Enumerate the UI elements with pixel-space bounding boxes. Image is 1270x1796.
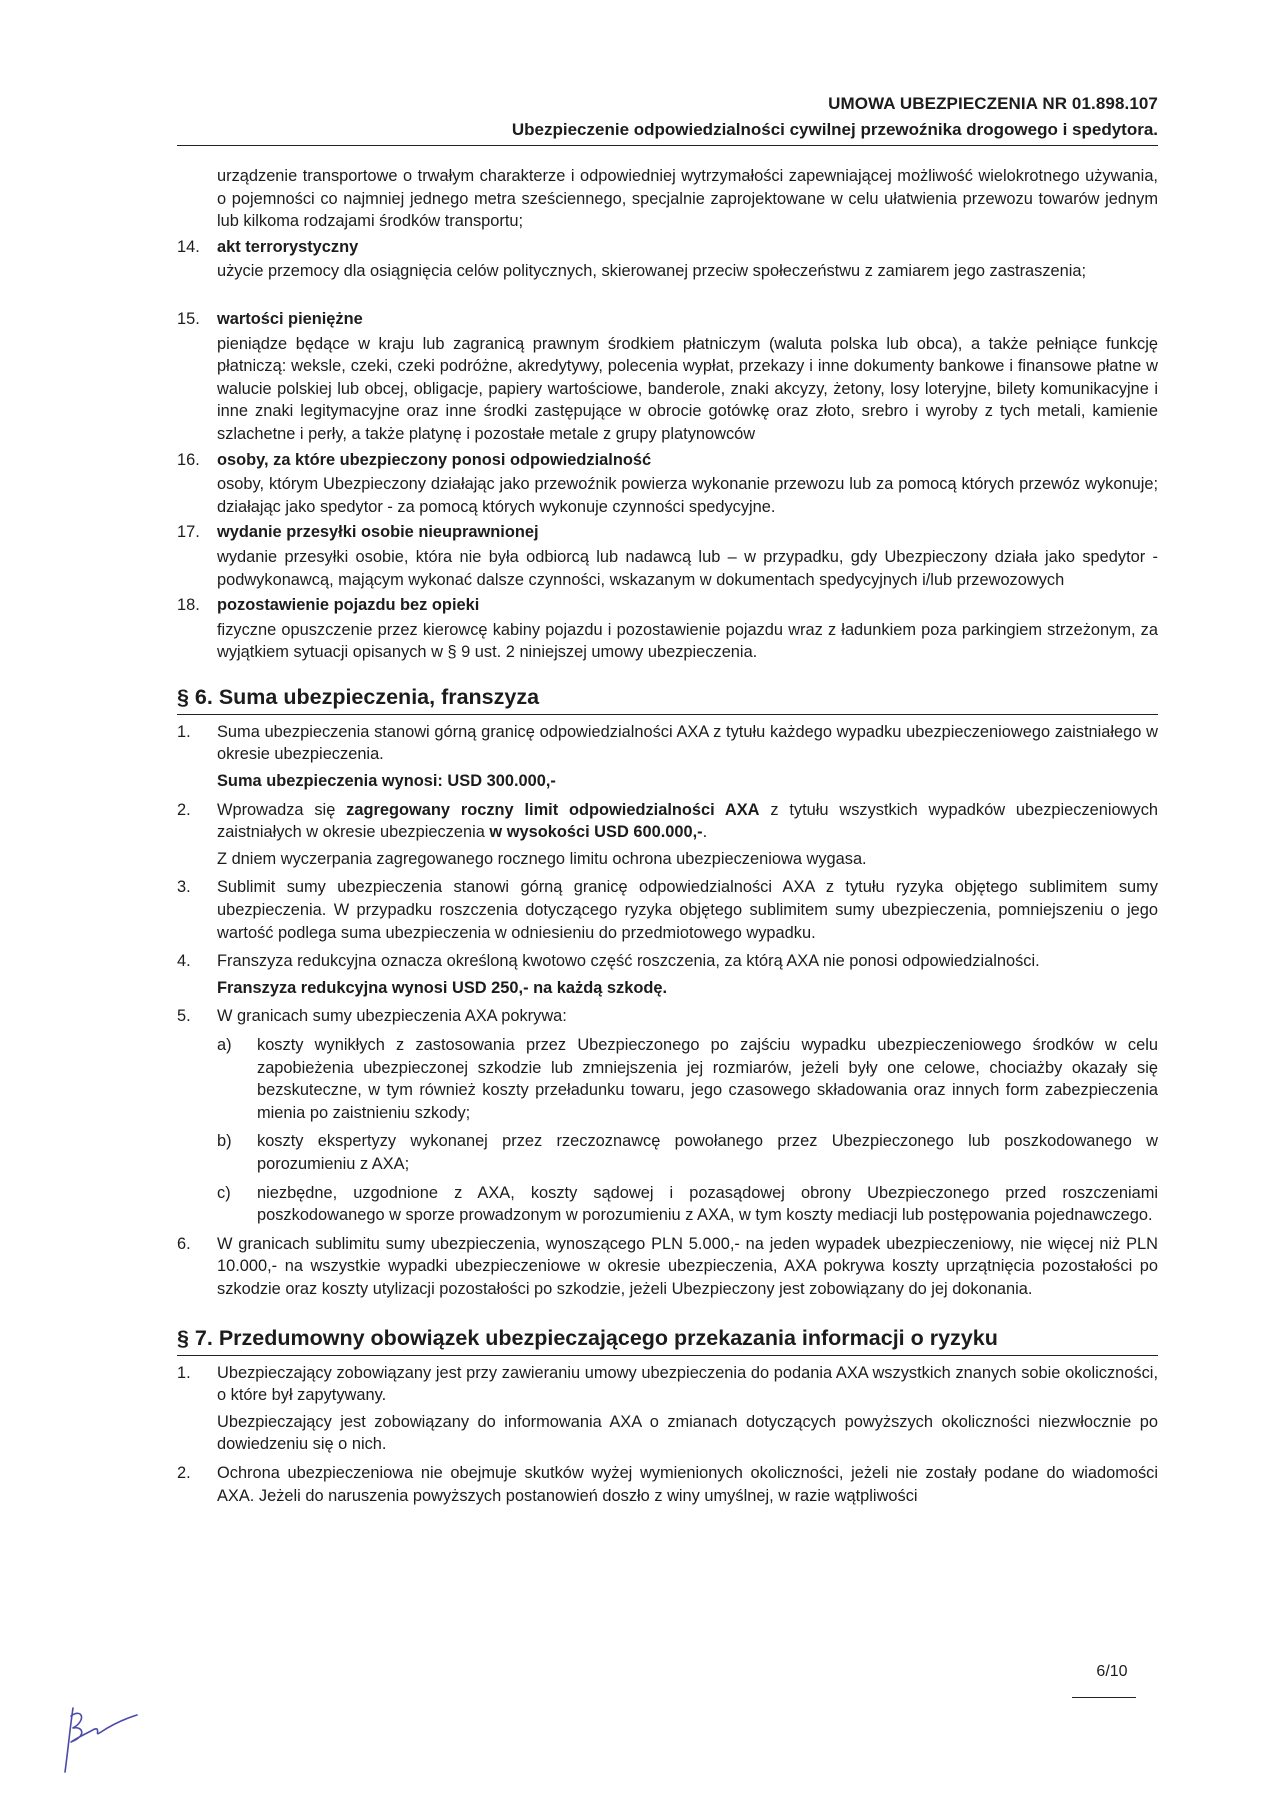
footer-divider	[1072, 1697, 1136, 1698]
item-text-part: z tytułu wszystkich wypadków ubezpieczeniowych zaistniałych w okresie ubezpieczenia	[217, 800, 1159, 842]
item-text: Sublimit sumy ubezpieczenia stanowi górną granicę odpowiedzialności AXA z tytułu ryzyka objętego sublimitem sumy ubezpieczenia. W przypadku roszczenia dotyczącego ryzyka objętego sublimitem sumy ubezpieczenia, pomniejszeniu o jego wartość podlega suma ubezpieczenia w odniesieniu do przedmiotowego wypadku.	[217, 878, 1158, 942]
item-text: Z dniem wyczerpania zagregowanego rocznego limitu ochrona ubezpieczeniowa wygasa.	[217, 849, 867, 868]
document-header	[258, 94, 1158, 140]
sub-item-c	[217, 1182, 1158, 1227]
item-text: Ochrona ubezpieczeniowa nie obejmuje skutków wyżej wymienionych okoliczności, jeżeli nie zostały podane do wiadomości AXA. Jeżeli do naruszenia powyższych postanowień doszło z winy umyślnej, w razie wątpliwości	[217, 1463, 1158, 1505]
section-7-item-1	[177, 1362, 1158, 1456]
section-6-item-1	[177, 721, 1158, 793]
sub-item-letter: c)	[217, 1183, 231, 1202]
definition-term: osoby, za które ubezpieczony ponosi odpowiedzialność	[217, 450, 652, 469]
item-bold-note: Suma ubezpieczenia wynosi: USD 300.000,-	[217, 772, 556, 791]
definition-text: wydanie przesyłki osobie, która nie była odbiorcą lub nadawcą lub – w przypadku, gdy Ubezpieczony działa jako spedytor - podwykonawcą, mającym wykonać dalsze czynności, wskazanym w dokumentach spedycyjnych i/lub przewozowych	[217, 547, 1158, 589]
continuation-paragraph: urządzenie transportowe o trwałym charakterze i odpowiedniej wytrzymałości zapewniającej możliwość wielokrotnego używania, o pojemności co najmniej jednego metra sześciennego, specjalnie zaprojektowane w celu ułatwienia przewozu towarów jednym lub kilkoma rodzajami środków transportu;	[217, 167, 1158, 231]
item-number: 6.	[177, 1234, 191, 1253]
item-text: Franszyza redukcyjna oznacza określoną kwotowo część roszczenia, za którą AXA nie ponosi odpowiedzialności.	[217, 952, 1040, 971]
item-text: Ubezpieczający jest zobowiązany do informowania AXA o zmianach dotyczących powyższych okoliczności niezwłocznie po dowiedzeniu się o nich.	[217, 1412, 1158, 1454]
aggregate-limit-label: zagregowany roczny limit odpowiedzialności AXA	[346, 800, 760, 819]
sub-item-letter: a)	[217, 1036, 232, 1054]
definition-term: wartości pieniężne	[217, 309, 363, 328]
item-number: 2.	[177, 800, 191, 819]
sub-item-text: niezbędne, uzgodnione z AXA, koszty sądowej i pozasądowej obrony Ubezpieczonego przed roszczeniami poszkodowanego w sporze prowadzonym w porozumieniu z AXA, w tym koszty mediacji lub postępowania pojednawczego.	[257, 1183, 1158, 1225]
item-text-part: Wprowadza się	[217, 800, 347, 819]
item-bold-note: Franszyza redukcyjna wynosi USD 250,- na każdą szkodę.	[217, 978, 668, 997]
definition-term: akt terrorystyczny	[217, 237, 359, 256]
section-6-item-2	[177, 799, 1158, 871]
contract-number: UMOWA UBEZPIECZENIA NR 01.898.107	[828, 94, 1158, 113]
section-6-heading: § 6. Suma ubezpieczenia, franszyza	[177, 684, 1158, 715]
item-number: 1.	[177, 722, 191, 741]
sub-item-text: koszty ekspertyzy wykonanej przez rzeczoznawcę powołanego przez Ubezpieczonego lub poszkodowanego w porozumieniu z AXA;	[257, 1132, 1158, 1173]
item-text-part: .	[702, 823, 708, 842]
handwritten-signature	[55, 1698, 145, 1776]
section-7-heading: § 7. Przedumowny obowiązek ubezpieczającego przekazania informacji o ryzyku	[177, 1325, 1158, 1356]
sub-item-b	[217, 1130, 1158, 1175]
definition-number: 15.	[177, 309, 200, 328]
sub-item-a	[217, 1034, 1158, 1124]
sub-item-text: koszty wynikłych z zastosowania przez Ubezpieczonego po zajściu wypadku ubezpieczeniowego środków w celu zapobieżenia ubezpieczonej szkodzie lub zmniejszenia jej rozmiarów, jeżeli były one celowe, chociażby okazały się bezskuteczne, w tym również koszty przeładunku towaru, jego czasowego składowania oraz innych form zabezpieczenia mienia po zaistnieniu szkody;	[257, 1036, 1158, 1122]
item-number: 4.	[177, 952, 191, 971]
definition-15	[177, 308, 1158, 446]
section-6-item-4	[177, 950, 1158, 999]
item-number: 1.	[177, 1363, 191, 1382]
definition-text: osoby, którym Ubezpieczony działając jako przewoźnik powierza wykonanie przewozu lub za pomocą których przewóz wykonuje; działając jako spedytor - za pomocą których wykonuje czynności spedycyjne.	[217, 475, 1158, 516]
item-number: 5.	[177, 1007, 191, 1026]
definition-number: 18.	[177, 596, 200, 615]
item-number: 2.	[177, 1463, 191, 1482]
document-body	[177, 165, 1158, 1507]
definition-text: użycie przemocy dla osiągnięcia celów politycznych, skierowanej przeciw społeczeństwu z zamiarem jego zastraszenia;	[217, 262, 1087, 281]
item-text	[217, 799, 1158, 844]
sub-item-letter: b)	[217, 1132, 232, 1151]
section-7-item-2	[177, 1462, 1158, 1507]
definition-number: 17.	[177, 523, 200, 542]
item-text: W granicach sumy ubezpieczenia AXA pokrywa:	[217, 1007, 567, 1026]
section-6-item-3	[177, 876, 1158, 944]
definition-term: pozostawienie pojazdu bez opieki	[217, 596, 480, 615]
section-6-item-6	[177, 1233, 1158, 1301]
definition-text: fizyczne opuszczenie przez kierowcę kabiny pojazdu i pozostawienie pojazdu wraz z ładunkiem poza parkingiem strzeżonym, za wyjątkiem sytuacji opisanych w § 9 ust. 2 niniejszej umowy ubezpieczenia.	[217, 620, 1158, 662]
item-number: 3.	[177, 878, 191, 897]
aggregate-limit-amount: w wysokości USD 600.000,-	[489, 823, 703, 842]
definition-term: wydanie przesyłki osobie nieuprawnionej	[217, 523, 539, 542]
contract-subtitle: Ubezpieczenie odpowiedzialności cywilnej przewoźnika drogowego i spedytora.	[511, 120, 1158, 139]
item-text: Ubezpieczający zobowiązany jest przy zawieraniu umowy ubezpieczenia do podania AXA wszystkich znanych sobie okoliczności, o które był zapytywany.	[217, 1363, 1158, 1405]
definition-18	[177, 594, 1158, 664]
page-footer	[1082, 1663, 1142, 1681]
item-text: Suma ubezpieczenia stanowi górną granicę odpowiedzialności AXA z tytułu każdego wypadku ubezpieczeniowego zaistniałego w okresie ubezpieczenia.	[217, 722, 1158, 764]
definition-text: pieniądze będące w kraju lub zagranicą prawnym środkiem płatniczym (waluta polska lub obca), a także pełniące funkcję płatniczą: weksle, czeki, czeki podróżne, akredytywy, polecenia wypłat, przekazy i inne dokumenty bankowe i finansowe płatne w walucie polskiej lub obcej, obligacje, papiery wartościowe, banderole, znaki akcyzy, żetony, losy loteryjne, bilety komunikacyjne i inne znaki legitymacyjne oraz inne środki zastępujące w obrocie gotówkę oraz złoto, srebro i wyroby z tych metali, kamienie szlachetne i perły, a także platynę i pozostałe metale z grupy platynowców	[217, 334, 1158, 443]
definition-17	[177, 521, 1158, 591]
page-number: 6/10	[1096, 1663, 1128, 1680]
header-divider	[177, 145, 1158, 146]
definition-14	[177, 236, 1158, 283]
definition-16	[177, 449, 1158, 519]
definition-number: 16.	[177, 450, 200, 469]
item-text: W granicach sublimitu sumy ubezpieczenia, wynoszącego PLN 5.000,- na jeden wypadek ubezpieczeniowy, nie więcej niż PLN 10.000,- na wszystkie wypadki ubezpieczeniowe w okresie ubezpieczenia, AXA pokrywa koszty uprzątnięcia pozostałości po szkodzie oraz koszty utylizacji pozostałości po szkodzie, jeżeli Ubezpieczony jest zobowiązany do jej dokonania.	[217, 1234, 1158, 1298]
definition-number: 14.	[177, 237, 200, 256]
section-6-item-5	[177, 1005, 1158, 1226]
